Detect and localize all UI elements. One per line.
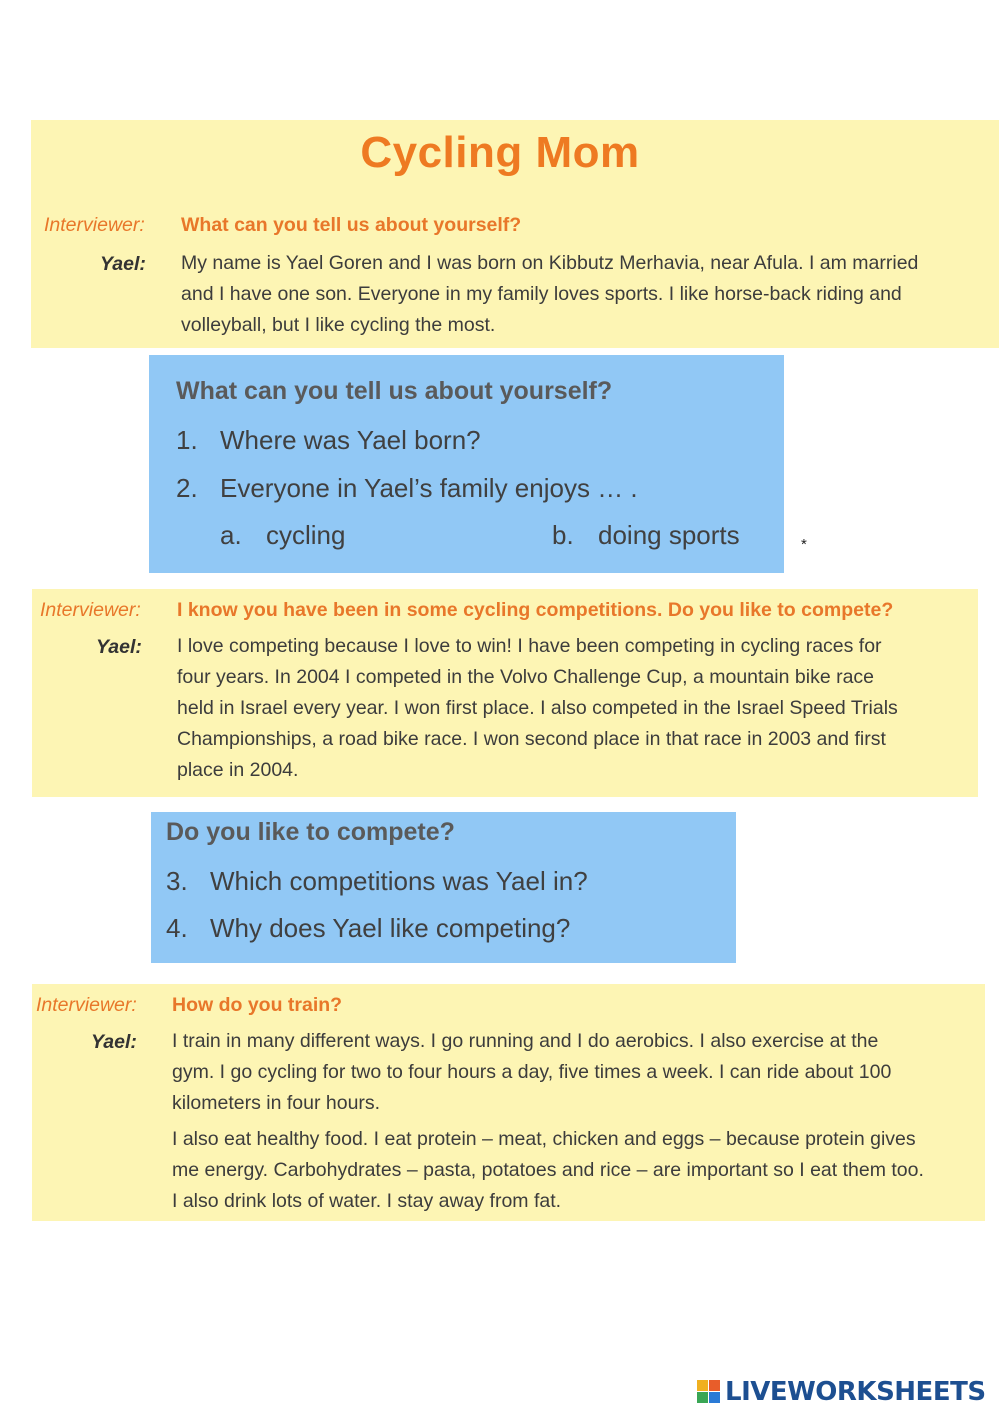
answer-line: and I have one son. Everyone in my family loves sports. I like horse-back riding and xyxy=(181,283,902,305)
question-item xyxy=(176,425,481,456)
page-title: Cycling Mom xyxy=(360,128,640,177)
answer-line: place in 2004. xyxy=(177,759,299,781)
interviewer-label: Interviewer: xyxy=(36,994,137,1016)
answer-line: volleyball, but I like cycling the most. xyxy=(181,314,496,336)
option-text: cycling xyxy=(266,520,346,550)
question-number: 1. xyxy=(176,425,198,455)
logo-icon xyxy=(697,1380,721,1404)
question-text: Everyone in Yael’s family enjoys … . xyxy=(220,473,638,503)
question-text: Why does Yael like competing? xyxy=(210,913,571,943)
question-box-heading: What can you tell us about yourself? xyxy=(176,377,613,405)
interview-question: I know you have been in some cycling competitions. Do you like to compete? xyxy=(177,599,894,621)
question-item xyxy=(166,866,588,897)
yael-label: Yael: xyxy=(96,636,142,658)
answer-text xyxy=(172,1026,977,1119)
interview-question: How do you train? xyxy=(172,994,343,1016)
question-item xyxy=(176,473,638,504)
option-letter: b. xyxy=(552,520,574,550)
answer-line: gym. I go cycling for two to four hours a day, five times a week. I can ride about 100 xyxy=(172,1061,892,1083)
answer-line: I also drink lots of water. I stay away from fat. xyxy=(172,1190,562,1212)
question-text: Which competitions was Yael in? xyxy=(210,866,588,896)
option-a[interactable] xyxy=(220,520,345,551)
question-text: Where was Yael born? xyxy=(220,425,481,455)
answer-line: I also eat healthy food. I eat protein – meat, chicken and eggs – because protein gives xyxy=(172,1128,916,1150)
answer-line: I love competing because I love to win! I have been competing in cycling races for xyxy=(177,635,882,657)
question-number: 2. xyxy=(176,473,198,503)
option-b[interactable] xyxy=(552,520,740,551)
answer-text xyxy=(172,1124,977,1217)
interviewer-label: Interviewer: xyxy=(44,214,145,236)
answer-line: My name is Yael Goren and I was born on Kibbutz Merhavia, near Afula. I am married xyxy=(181,252,919,274)
answer-text xyxy=(181,248,981,341)
yael-label: Yael: xyxy=(91,1031,137,1053)
question-number: 4. xyxy=(166,913,188,943)
option-letter: a. xyxy=(220,520,242,550)
answer-line: I train in many different ways. I go running and I do aerobics. I also exercise at the xyxy=(172,1030,879,1052)
interviewer-label: Interviewer: xyxy=(40,599,141,621)
logo-text: LIVEWORKSHEETS xyxy=(725,1377,986,1407)
option-text: doing sports xyxy=(598,520,740,550)
liveworksheets-logo xyxy=(697,1377,986,1407)
interview-question: What can you tell us about yourself? xyxy=(181,214,522,236)
answer-line: me energy. Carbohydrates – pasta, potatoes and rice – are important so I eat them too. xyxy=(172,1159,924,1181)
answer-line: Championships, a road bike race. I won second place in that race in 2003 and first xyxy=(177,728,886,750)
asterisk-mark: * xyxy=(801,536,807,553)
answer-text xyxy=(177,631,967,786)
yael-label: Yael: xyxy=(100,253,146,275)
question-item xyxy=(166,913,570,944)
answer-line: kilometers in four hours. xyxy=(172,1092,381,1114)
question-number: 3. xyxy=(166,866,188,896)
answer-line: four years. In 2004 I competed in the Volvo Challenge Cup, a mountain bike race xyxy=(177,666,875,688)
answer-line: held in Israel every year. I won first place. I also competed in the Israel Speed Trials xyxy=(177,697,898,719)
question-box-heading: Do you like to compete? xyxy=(166,818,455,846)
